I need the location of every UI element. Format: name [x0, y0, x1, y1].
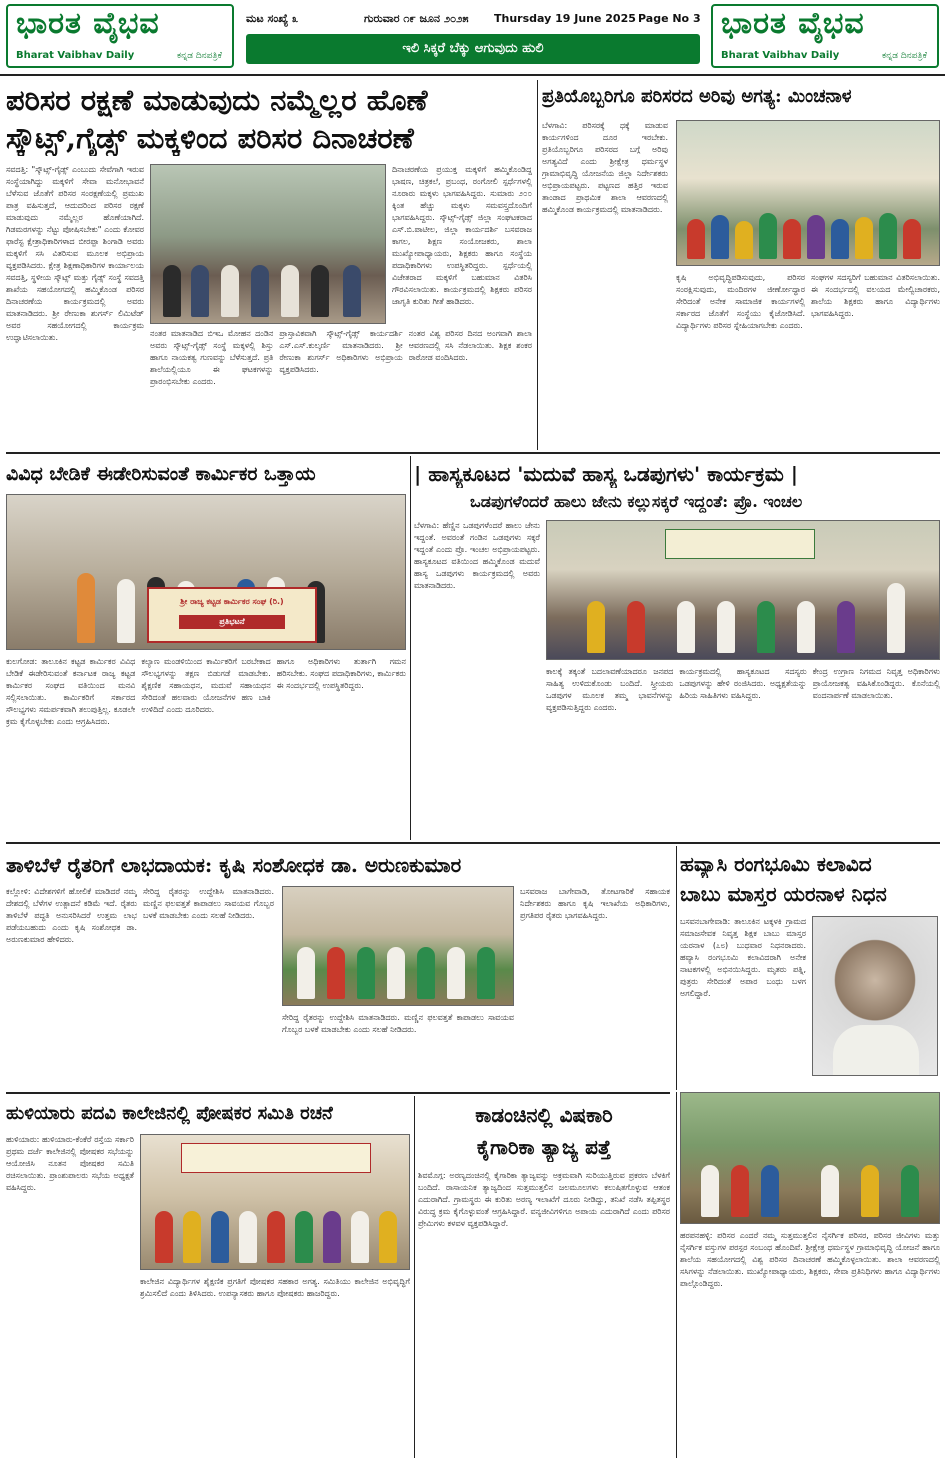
article-obituary: [680, 846, 940, 1090]
news-photo: [150, 164, 386, 324]
news-photo: [676, 120, 940, 266]
issue-number: ಮಟ ಸಂಖ್ಯೆ ೩: [246, 12, 299, 25]
article-intercrop-farmers: [6, 846, 670, 1090]
logo-subtitle: ಕನ್ನಡ ದಿನಪತ್ರಿಕೆ: [881, 51, 927, 61]
article-environment-awareness: [542, 80, 940, 450]
article-text: ನಂತರ ಮಾತನಾಡಿದ ಬಿಇಒ ಮೋಹನ ದಂಡಿನ ಅವರು ಸ್ಕೌಟ್ಸ್-ಗೈಡ್ಸ್ ಸಂಸ್ಥೆ ಮಕ್ಕಳಲ್ಲಿ ಶಿಸ್ತು ಹಾಗೂ ನಾಯಕತ್ವ ಗುಣವನ್ನು ಬೆಳೆಸುತ್ತದೆ. ಪ್ರತಿ ಶಾಲೆಯಲ್ಲಿಯೂ ಈ ಘಟಕಗಳನ್ನು ಪ್ರಾರಂಭಿಸಬೇಕು ಎಂದರು.: [150, 329, 274, 386]
article-industrial-waste: [418, 1096, 670, 1458]
headline: ಹುಳಿಯಾರು ಪದವಿ ಕಾಲೇಜಿನಲ್ಲಿ ಪೋಷಕರ ಸಮಿತಿ ರಚನೆ: [6, 1103, 333, 1124]
date-kannada: ಗುರುವಾರ ೧೯ ಜೂನ ೨೦೨೫: [364, 12, 469, 25]
article-text: ಸಂಘಗಳ ಸದಸ್ಯರಿಗೆ ಬಹುಮಾನ ವಿತರಿಸಲಾಯಿತು. ಈ ಸಂದರ್ಭದಲ್ಲಿ ವಲಯದ ಮೇಲ್ವಿಚಾರಕರು, ಶಾಲೆಯ ಶಿಕ್ಷಕರು ಹಾಗೂ ವಿದ್ಯಾರ್ಥಿಗಳು ಭಾಗವಹಿಸಿದ್ದರು.: [811, 273, 940, 318]
section-divider: [6, 842, 940, 844]
headline: ಬಾಬು ಮಾಸ್ತರ ಯರನಾಳ ನಿಧನ: [680, 882, 887, 906]
news-photo: [6, 494, 406, 650]
tagline: ಇಲಿ ಸಿಕ್ಕರೆ ಬೆಕ್ಕು ಆಗುವುದು ಹುಲಿ: [246, 34, 700, 64]
headline: ಪ್ರತಿಯೊಬ್ಬರಿಗೂ ಪರಿಸರದ ಅರಿವು ಅಗತ್ಯ: ಮಿಂಚನಾಳ: [542, 86, 852, 107]
article-workers-demand: [6, 456, 406, 840]
masthead-center: [246, 4, 700, 68]
banner-title: ಶ್ರೀ ರಾಜ್ಯ ಕಟ್ಟಡ ಕಾರ್ಮಿಕರ ಸಂಘ (ರಿ.): [180, 597, 284, 606]
article-text: ಬೆಳಗಾವಿ: ಹೆಣ್ಣಿನ ಒಡಪುಗಳೆಂದರೆ ಹಾಲು ಜೇನು ಇದ್ದಂತೆ. ಅವರಂತೆ ಗಂಡಿನ ಒಡಪುಗಳು ಸಕ್ಕರೆ ಇದ್ದಂತೆ ಎಂದು ಪ್ರೊ. ಇಂಚಲ ಅಭಿಪ್ರಾಯಪಟ್ಟರು. ಹಾಸ್ಯಕೂಟದ ವತಿಯಿಂದ ಹಮ್ಮಿಕೊಂಡ ಮದುವೆ ಹಾಸ್ಯ ಒಡಪುಗಳು ಕಾರ್ಯಕ್ರಮದಲ್ಲಿ ಅವರು ಮಾತನಾಡಿದರು.: [414, 521, 540, 590]
article-text: ಕೇಂದ್ರ ಉಗ್ರಾಣ ನಿಗಮದ ನಿವೃತ್ತ ಅಧಿಕಾರಿಗಳು ಪ್ರಾಯೋಜಕತ್ವ ವಹಿಸಿಕೊಂಡಿದ್ದರು. ಕೊನೆಯಲ್ಲಿ ವಂದನಾರ್ಪಣೆ ಮಾಡಲಾಯಿತು.: [812, 667, 940, 700]
article-text: ಸೇರಿದ್ದ ರೈತರನ್ನು ಉದ್ದೇಶಿಸಿ ಮಾತನಾಡಿದರು. ಮಣ್ಣಿನ ಫಲವತ್ತತೆ ಕಾಪಾಡಲು ಸಾವಯವ ಗೊಬ್ಬರ ಬಳಕೆ ಮಾಡಬೇಕು ಎಂದು ಸಲಹೆ ನೀಡಿದರು.: [143, 887, 274, 920]
headline: ವಿವಿಧ ಬೇಡಿಕೆ ಈಡೇರಿಸುವಂತೆ ಕಾರ್ಮಿಕರ ಒತ್ತಾಯ: [6, 463, 316, 485]
banner-subtitle: ಪ್ರತಿಭಟನೆ: [179, 615, 285, 629]
logo-title: ಭಾರತ ವೈಭವ: [721, 6, 865, 41]
logo-subtitle: ಕನ್ನಡ ದಿನಪತ್ರಿಕೆ: [176, 51, 222, 61]
news-photo: [680, 1092, 940, 1224]
stage-banner: [665, 529, 815, 559]
article-parents-committee: [6, 1096, 410, 1458]
article-text: ಪ್ರಾಸ್ತಾವಿಕವಾಗಿ ಸ್ಕೌಟ್ಸ್-ಗೈಡ್ಸ್ ಕಾರ್ಯದರ್ಶಿ ಎಸ್.ಎಸ್.ಕುಲ್ಕರ್ಣಿ ಮಾತನಾಡಿದರು. ಶ್ರೀ ರೇಣುಕಾ ಶುಗರ್ಸ್ ಅಧಿಕಾರಿಗಳು ಅಭಿಪ್ರಾಯ ವ್ಯಕ್ತಪಡಿಸಿದರು.: [279, 329, 403, 374]
section-divider: [6, 1092, 670, 1094]
article-text: ಶಿವಮೊಗ್ಗ: ಅರಣ್ಯದಂಚಿನಲ್ಲಿ ಕೈಗಾರಿಕಾ ತ್ಯಾಜ್ಯವನ್ನು ಅಕ್ರಮವಾಗಿ ಸುರಿಯುತ್ತಿರುವ ಪ್ರಕರಣ ಬೆಳಕಿಗೆ ಬಂದಿದೆ. ರಾಸಾಯನಿಕ ತ್ಯಾಜ್ಯದಿಂದ ಸುತ್ತಮುತ್ತಲಿನ ಜಲಮೂಲಗಳು ಕಲುಷಿತಗೊಳ್ಳುವ ಆತಂಕ ಎದುರಾಗಿದೆ. ಗ್ರಾಮಸ್ಥರು ಈ ಕುರಿತು ಅರಣ್ಯ ಇಲಾಖೆಗೆ ದೂರು ನೀಡಿದ್ದು, ತನಿಖೆ ನಡೆಸಿ ತಪ್ಪಿತಸ್ಥರ ವಿರುದ್ಧ ಕ್ರಮ ಕೈಗೊಳ್ಳುವಂತೆ ಆಗ್ರಹಿಸಿದ್ದಾರೆ. ವನ್ಯಜೀವಿಗಳಿಗೂ ಅಪಾಯ ಎದುರಾಗಿದೆ ಎಂದು ಪರಿಸರ ಪ್ರೇಮಿಗಳು ಕಳವಳ ವ್ಯಕ್ತಪಡಿಸಿದ್ದಾರೆ.: [418, 1171, 670, 1228]
subheadline: ಒಡಪುಗಳೆಂದರೆ ಹಾಲು ಜೇನು ಕಲ್ಲುಸಕ್ಕರೆ ಇದ್ದಂತೆ: ಪ್ರೊ. ಇಂಚಲ: [470, 492, 803, 511]
column-divider: [676, 846, 677, 1090]
article-text: ಹುಳಿಯಾರು: ಹುಳಿಯಾರು-ಕೆಂಕೆರೆ ರಸ್ತೆಯ ಸರ್ಕಾರಿ ಪ್ರಥಮ ದರ್ಜೆ ಕಾಲೇಜಿನಲ್ಲಿ ಪೋಷಕರ ಸಭೆಯನ್ನು ಆಯೋಜಿಸಿ ನೂತನ ಪೋಷಕರ ಸಮಿತಿ ರಚಿಸಲಾಯಿತು. ಪ್ರಾಂಶುಪಾಲರು ಸಭೆಯ ಅಧ್ಯಕ್ಷತೆ ವಹಿಸಿದ್ದರು.: [6, 1135, 134, 1192]
article-text: ಸವದತ್ತಿ: "ಸ್ಕೌಟ್ಸ್-ಗೈಡ್ಸ್ ಎಂಬುದು ಸೇವೆಗಾಗಿ ಇರುವ ಸಂಸ್ಥೆಯಾಗಿದ್ದು ಮಕ್ಕಳಿಗೆ ಸೇವಾ ಮನೋಭಾವನೆ ಬೆಳೆಸುವ ಜೊತೆಗೆ ಪರಿಸರ ಸಂರಕ್ಷಣೆಯಲ್ಲಿ ಪ್ರಮುಖ ಪಾತ್ರ ವಹಿಸುತ್ತದೆ, ಆದುದರಿಂದ ಪರಿಸರ ರಕ್ಷಣೆ ಮಾಡುವುದು ನಮ್ಮೆಲ್ಲರ ಹೊಣೆಯಾಗಿದೆ. ಗಿಡಮರಗಳನ್ನು ನೆಟ್ಟು ಪೋಷಿಸಬೇಕು" ಎಂದು ಕೋವರ ಫಾರೆಸ್ಟ ಕ್ಷೇತ್ರಾಧಿಕಾರಿಗಳಾದ ಬೀರಪ್ಪಾ ಶಿಂಗಾಡಿ ಅವರು ಮಕ್ಕಳಿಗೆ ಸಸಿ ವಿತರಿಸುವ ಮೂಲಕ ಅಭಿಪ್ರಾಯ ವ್ಯಕ್ತಪಡಿಸಿದರು. ಕ್ಷೇತ್ರ ಶಿಕ್ಷಣಾಧಿಕಾರಿಗಳ ಕಾರ್ಯಾಲಯ ಸವದತ್ತಿ, ಸ್ಥಳೀಯ ಸ್ಕೌಟ್ಸ್ ಮತ್ತು ಗೈಡ್ಸ್ ಸಂಸ್ಥೆ ಸವದತ್ತಿ ಶಾಖೆಯ ಸಹಯೋಗದಲ್ಲಿ ಹಮ್ಮಿಕೊಂಡ ಪರಿಸರ ದಿನಾಚರಣೆಯ ಕಾರ್ಯಕ್ರಮದಲ್ಲಿ ಅವರು ಮಾತನಾಡಿದರು. ಶ್ರೀ ರೇಣುಕಾ ಶುಗರ್ಸ್ ಲಿಮಿಟೆಡ್ ಅವರ ಸಹಯೋಗದಲ್ಲಿ ಕಾರ್ಯಕ್ರಮ ಉದ್ಘಾಟಿಸಲಾಯಿತು.: [6, 165, 144, 342]
headline: | ಹಾಸ್ಯಕೂಟದ 'ಮದುವೆ ಹಾಸ್ಯ ಒಡಪುಗಳು' ಕಾರ್ಯಕ್ರಮ |: [414, 462, 799, 486]
article-text: ಸೇರಿದ್ದ ರೈತರನ್ನು ಉದ್ದೇಶಿಸಿ ಮಾತನಾಡಿದರು. ಮಣ್ಣಿನ ಫಲವತ್ತತೆ ಕಾಪಾಡಲು ಸಾವಯವ ಗೊಬ್ಬರ ಬಳಕೆ ಮಾಡಬೇಕು ಎಂದು ಸಲಹೆ ನೀಡಿದರು.: [282, 1013, 514, 1034]
headline: ತಾಳಿಬೆಳೆ ರೈತರಿಗೆ ಲಾಭದಾಯಕ: ಕೃಷಿ ಸಂಶೋಧಕ ಡಾ. ಅರುಣಕುಮಾರ: [6, 853, 462, 877]
article-text: ಕೃಷಿ ಅಭಿವೃದ್ಧಿಪಡಿಸುವುದು, ಪರಿಸರ ಸಂರಕ್ಷಿಸುವುದು, ಮಂದಿರಗಳ ಜೀರ್ಣೋದ್ಧಾರ ಸೇರಿದಂತೆ ಅನೇಕ ಸಾಮಾಜಿಕ ಕಾರ್ಯಗಳಲ್ಲಿ ಸರ್ಕಾರದ ಜೊತೆಗೆ ಸಂಸ್ಥೆಯು ಕೈಜೋಡಿಸಿದೆ. ವಿದ್ಯಾರ್ಥಿಗಳು ಪರಿಸರ ಸ್ನೇಹಿಯಾಗಬೇಕು ಎಂದರು.: [676, 273, 805, 330]
masthead: [0, 0, 945, 70]
article-text: ನಂತರ ವಿಶ್ವ ಪರಿಸರ ದಿನದ ಅಂಗವಾಗಿ ಶಾಲಾ ಆವರಣದಲ್ಲಿ ಸಸಿ ನೆಡಲಾಯಿತು. ಶಿಕ್ಷಕ ಶಂಕರ ರಾಠೋಡ ವಂದಿಸಿದರು.: [408, 329, 532, 362]
article-text: ಬಸವನಬಾಗೇವಾಡಿ: ತಾಲೂಕಿನ ಟಕ್ಕಳಕಿ ಗ್ರಾಮದ ಸಮಾಜಸೇವಕ ನಿವೃತ್ತ ಶಿಕ್ಷಕ ಬಾಬು ಮಾಸ್ತರ ಯರನಾಳ (೭೮) ಬುಧವಾರ ನಿಧನರಾದರು. ಹವ್ಯಾಸಿ ರಂಗಭೂಮಿ ಕಲಾವಿದರಾಗಿ ಅನೇಕ ನಾಟಕಗಳಲ್ಲಿ ಅಭಿನಯಿಸಿದ್ದರು. ಮೃತರು ಪತ್ನಿ, ಪುತ್ರರು ಸೇರಿದಂತೆ ಅಪಾರ ಬಂಧು ಬಳಗ ಅಗಲಿದ್ದಾರೆ.: [680, 917, 806, 998]
article-environment-scouts: [6, 80, 532, 450]
section-divider: [6, 452, 940, 454]
article-text: ಕಾರ್ಯಕ್ರಮದಲ್ಲಿ ಹಾಸ್ಯಕೂಟದ ಸದಸ್ಯರು ಒಡಪುಗಳನ್ನು ಹೇಳಿ ರಂಜಿಸಿದರು. ಅಧ್ಯಕ್ಷತೆಯನ್ನು ಹಿರಿಯ ಸಾಹಿತಿಗಳು ವಹಿಸಿದ್ದರು.: [679, 667, 807, 700]
column-divider: [537, 80, 538, 450]
article-text: ಕಾಲಕ್ಕೆ ತಕ್ಕಂತೆ ಬದಲಾವಣೆಯಾದರೂ ಜನಪದ ಸಾಹಿತ್ಯ ಉಳಿದುಕೊಂಡು ಬಂದಿದೆ. ಸ್ತ್ರೀಯರು ಒಡಪುಗಳ ಮೂಲಕ ತಮ್ಮ ಭಾವನೆಗಳನ್ನು ವ್ಯಕ್ತಪಡಿಸುತ್ತಿದ್ದರು ಎಂದರು.: [546, 667, 674, 712]
article-text: ದಿನಾಚರಣೆಯ ಪ್ರಯುಕ್ತ ಮಕ್ಕಳಿಗೆ ಹಮ್ಮಿಕೊಂಡಿದ್ದ ಭಾಷಣ, ಚಿತ್ರಕಲೆ, ಪ್ರಬಂಧ, ರಂಗೋಲಿ ಸ್ಪರ್ಧೆಗಳಲ್ಲಿ ನೂರಾರು ಮಕ್ಕಳು ಭಾಗವಹಿಸಿದ್ದರು. ಸುಮಾರು ೨೦೦ ಕ್ಕಿಂತ ಹೆಚ್ಚು ಮಕ್ಕಳು ಸಮವಸ್ತ್ರದೊಂದಿಗೆ ಭಾಗವಹಿಸಿದ್ದರು. ಸ್ಕೌಟ್ಸ್-ಗೈಡ್ಸ್ ಜಿಲ್ಲಾ ಸಂಘಟಕರಾದ ಎಸ್.ಬಿ.ಪಾಟೀಲ, ಜಿಲ್ಲಾ ಕಾರ್ಯದರ್ಶಿ ಬಸವರಾಜ ಕಾಗಲ, ಶಿಕ್ಷಣ ಸಂಯೋಜಕರು, ಶಾಲಾ ಮುಖ್ಯೋಪಾಧ್ಯಾಯರು, ಶಿಕ್ಷಕರು ಹಾಗೂ ಸಂಸ್ಥೆಯ ಪದಾಧಿಕಾರಿಗಳು ಉಪಸ್ಥಿತರಿದ್ದರು. ಸ್ಪರ್ಧೆಯಲ್ಲಿ ವಿಜೇತರಾದ ಮಕ್ಕಳಿಗೆ ಬಹುಮಾನ ವಿತರಿಸಿ ಗೌರವಿಸಲಾಯಿತು. ಕಾರ್ಯಕ್ರಮದಲ್ಲಿ ಶಿಕ್ಷಕರು ಪರಿಸರ ಜಾಗೃತಿ ಕುರಿತು ಗೀತೆ ಹಾಡಿದರು.: [392, 165, 532, 306]
article-text: ಹರಪನಹಳ್ಳಿ: ಪರಿಸರ ಎಂದರೆ ನಮ್ಮ ಸುತ್ತಮುತ್ತಲಿನ ನೈಸರ್ಗಿಕ ಪರಿಸರ, ಪರಿಸರ ಜೀವಿಗಳು ಮತ್ತು ನೈಸರ್ಗಿಕ ವಸ್ತುಗಳ ಪರಸ್ಪರ ಸಂಬಂಧ ಹೊಂದಿವೆ. ಶ್ರೀಕ್ಷೇತ್ರ ಧರ್ಮಸ್ಥಳ ಗ್ರಾಮಾಭಿವೃದ್ಧಿ ಯೋಜನೆ ಹಾಗೂ ಶಾಲೆಯ ಸಹಯೋಗದಲ್ಲಿ ವಿಶ್ವ ಪರಿಸರ ದಿನಾಚರಣೆ ಹಮ್ಮಿಕೊಳ್ಳಲಾಯಿತು. ಶಾಲಾ ಆವರಣದಲ್ಲಿ ಸಸಿಗಳನ್ನು ನೆಡಲಾಯಿತು. ಮುಖ್ಯೋಪಾಧ್ಯಾಯರು, ಶಿಕ್ಷಕರು, ಸೇವಾ ಪ್ರತಿನಿಧಿಗಳು ಹಾಗೂ ವಿದ್ಯಾರ್ಥಿಗಳು ಪಾಲ್ಗೊಂಡಿದ್ದರು.: [680, 1231, 940, 1288]
column-divider: [414, 1096, 415, 1458]
college-banner: [181, 1143, 371, 1173]
masthead-divider: [0, 74, 945, 76]
article-text: ಕಲ್ಯಾಣ ಮಂಡಳಿಯಿಂದ ಕಾರ್ಮಿಕರಿಗೆ ಬರಬೇಕಾದ ಸೌಲಭ್ಯಗಳನ್ನು ತಕ್ಷಣ ಬಿಡುಗಡೆ ಮಾಡಬೇಕು. ಶೈಕ್ಷಣಿಕ ಸಹಾಯಧನ, ಮದುವೆ ಸಹಾಯಧನ ಸೇರಿದಂತೆ ಹಲವಾರು ಯೋಜನೆಗಳ ಹಣ ಬಾಕಿ ಉಳಿದಿದೆ ಎಂದು ದೂರಿದರು.: [141, 657, 271, 714]
logo-title: ಭಾರತ ವೈಭವ: [16, 6, 160, 41]
logo-english: Bharat Vaibhav Daily: [16, 50, 135, 61]
logo-english: Bharat Vaibhav Daily: [721, 50, 840, 61]
article-text: ಕಲ್ಲೋಳಿ: ವಿದೇಶಗಳಿಗೆ ಹೋಲಿಕೆ ಮಾಡಿದರೆ ನಮ್ಮ ದೇಶದಲ್ಲಿ ಬೆಳೆಗಳ ಉತ್ಪಾದನೆ ಕಡಿಮೆ ಇದೆ. ರೈತರು ತಾಳಿಬೆಳೆ ಪದ್ಧತಿ ಅನುಸರಿಸಿದರೆ ಉತ್ತಮ ಲಾಭ ಪಡೆಯಬಹುದು ಎಂದು ಕೃಷಿ ಸಂಶೋಧಕ ಡಾ. ಅರುಣಕುಮಾರ ಹೇಳಿದರು.: [6, 887, 137, 944]
page-number: Page No 3: [638, 12, 701, 25]
issue-info: [246, 4, 700, 32]
headline: ಪರಿಸರ ರಕ್ಷಣೆ ಮಾಡುವುದು ನಮ್ಮೆಲ್ಲರ ಹೊಣೆ: [6, 83, 428, 117]
column-divider: [676, 1092, 677, 1458]
news-photo: [282, 886, 514, 1006]
article-tree-planting: [680, 1092, 940, 1458]
protest-banner: [147, 587, 317, 643]
article-text: ಕುಲಗೋಡ: ತಾಲೂಕಿನ ಕಟ್ಟಡ ಕಾರ್ಮಿಕರ ವಿವಿಧ ಬೇಡಿಕೆ ಈಡೇರಿಸುವಂತೆ ಕರ್ನಾಟಕ ರಾಜ್ಯ ಕಟ್ಟಡ ಕಾರ್ಮಿಕರ ಸಂಘದ ವತಿಯಿಂದ ಮನವಿ ಸಲ್ಲಿಸಲಾಯಿತು. ಕಾರ್ಮಿಕರಿಗೆ ಸರ್ಕಾರದ ಸೌಲಭ್ಯಗಳು ಸಮರ್ಪಕವಾಗಿ ತಲುಪುತ್ತಿಲ್ಲ. ಕೂಡಲೇ ಕ್ರಮ ಕೈಗೊಳ್ಳಬೇಕು ಎಂದು ಆಗ್ರಹಿಸಿದರು.: [6, 657, 136, 726]
article-text: ಬಸವರಾಜ ಬಾಗೇವಾಡಿ, ತೋಟಗಾರಿಕೆ ಸಹಾಯಕ ನಿರ್ದೇಶಕರು ಹಾಗೂ ಕೃಷಿ ಇಲಾಖೆಯ ಅಧಿಕಾರಿಗಳು, ಪ್ರಗತಿಪರ ರೈತರು ಭಾಗವಹಿಸಿದ್ದರು.: [520, 887, 670, 920]
news-photo: [546, 520, 940, 660]
article-text: ಬೆಳಗಾವಿ: ಪರಿಸರಕ್ಕೆ ಧಕ್ಕೆ ಮಾಡುವ ಕಾರ್ಯಗಳಿಂದ ದೂರ ಇರಬೇಕು. ಪ್ರತಿಯೊಬ್ಬರಿಗೂ ಪರಿಸರದ ಬಗ್ಗೆ ಅರಿವು ಅಗತ್ಯವಿದೆ ಎಂದು ಶ್ರೀಕ್ಷೇತ್ರ ಧರ್ಮಸ್ಥಳ ಗ್ರಾಮಾಭಿವೃದ್ಧಿ ಯೋಜನೆಯ ಜಿಲ್ಲಾ ನಿರ್ದೇಶಕರು ಅಭಿಪ್ರಾಯಪಟ್ಟರು. ಪಟ್ಟಣದ ಹತ್ತಿರ ಇರುವ ತಾಂಡಾದ ಪ್ರಾಥಮಿಕ ಶಾಲಾ ಆವರಣದಲ್ಲಿ ಹಮ್ಮಿಕೊಂಡ ಕಾರ್ಯಕ್ರಮದಲ್ಲಿ ಮಾತನಾಡಿದರು.: [542, 121, 668, 214]
headline: ಕೈಗಾರಿಕಾ ತ್ಯಾಜ್ಯ ಪತ್ತೆ: [476, 1135, 612, 1159]
logo-right: [711, 4, 939, 68]
column-divider: [410, 456, 411, 840]
headline: ಹವ್ಯಾಸಿ ರಂಗಭೂಮಿ ಕಲಾವಿದ: [680, 852, 872, 876]
news-photo: [140, 1134, 410, 1270]
date-english: Thursday 19 June 2025: [494, 12, 636, 25]
logo-left: [6, 4, 234, 68]
headline: ಕಾಡಂಚಿನಲ್ಲಿ ವಿಷಕಾರಿ: [475, 1103, 613, 1127]
article-comedy-program: [414, 456, 940, 840]
article-text: ಹಾಗೂ ಅಧಿಕಾರಿಗಳು ತುರ್ತಾಗಿ ಗಮನ ಹರಿಸಬೇಕು. ಸಂಘದ ಪದಾಧಿಕಾರಿಗಳು, ಕಾರ್ಮಿಕರು ಈ ಸಂದರ್ಭದಲ್ಲಿ ಉಪಸ್ಥಿತರಿದ್ದರು.: [276, 657, 406, 690]
headline: ಸ್ಕೌಟ್ಸ್,ಗೈಡ್ಸ್ ಮಕ್ಕಳಿಂದ ಪರಿಸರ ದಿನಾಚರಣೆ: [6, 121, 414, 155]
article-text: ಕಾಲೇಜಿನ ವಿದ್ಯಾರ್ಥಿಗಳ ಶೈಕ್ಷಣಿಕ ಪ್ರಗತಿಗೆ ಪೋಷಕರ ಸಹಕಾರ ಅಗತ್ಯ. ಸಮಿತಿಯು ಕಾಲೇಜಿನ ಅಭಿವೃದ್ಧಿಗೆ ಶ್ರಮಿಸಲಿದೆ ಎಂದು ತಿಳಿಸಿದರು. ಉಪನ್ಯಾಸಕರು ಹಾಗೂ ಪೋಷಕರು ಹಾಜರಿದ್ದರು.: [140, 1277, 410, 1298]
portrait-photo: [812, 916, 938, 1076]
